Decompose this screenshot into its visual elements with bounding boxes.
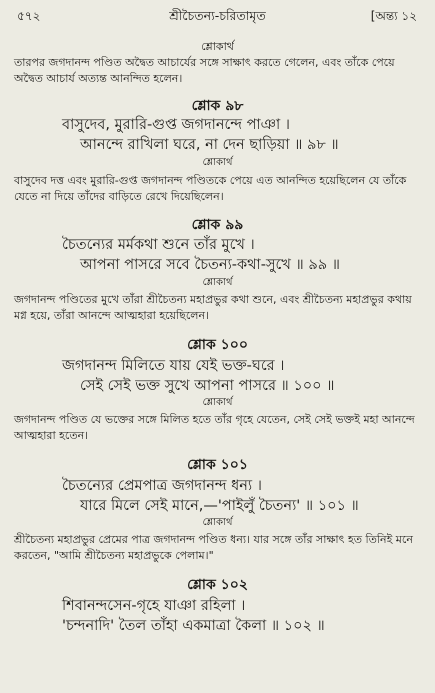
translation-paragraph: জগদানন্দ পণ্ডিতের মুখে তাঁরা শ্রীচৈতন্য মহাপ্রভুর কথা শুনে, এবং শ্রীচৈতন্য মহাপ্রভুর কথায় মগ্ন হয়ে, তাঁরা আনন্দে আত্মহারা হয়েছিলেন। (14, 293, 412, 322)
verse-line: 'চন্দনাদি' তৈল তাঁহা একমাত্রা কৈলা ॥ ১০২ ॥ (62, 618, 325, 634)
verse-line: যারে মিলে সেই মানে,—'পাইলুঁ চৈতন্য' ॥ ১০১ ॥ (80, 498, 359, 514)
translation-label: শ্লোকার্থ (202, 397, 233, 408)
translation-paragraph: তারপর জগদানন্দ পণ্ডিত অদ্বৈত আচার্যের সঙ্গে সাক্ষাৎ করতে গেলেন, এবং তাঁকে পেয়ে অদ্বৈত আচার্য অত্যন্ত আনন্দিত হলেন। (14, 56, 395, 85)
translation-label: শ্লোকার্থ (201, 40, 234, 53)
verse-heading: শ্লোক ৯৮ (191, 98, 244, 114)
verse-line: চৈতন্যের মর্মকথা শুনে তাঁর মুখে । (62, 237, 255, 253)
translation-label: শ্লোকার্থ (202, 277, 233, 288)
verse-line: আনন্দে রাখিলা ঘরে, না দেন ছাড়িয়া ॥ ৯৮ ॥ (80, 137, 339, 153)
verse-line: চৈতন্যের প্রেমপাত্র জগদানন্দ ধন্য । (62, 478, 262, 494)
verse-block (0, 235, 435, 275)
verse-heading: শ্লোক ১০১ (187, 457, 248, 473)
verse-block (0, 476, 435, 516)
verse-heading: শ্লোক ৯৯ (191, 217, 244, 233)
verse-line: আপনা পাসরে সবে চৈতন্য-কথা-সুখে ॥ ৯৯ ॥ (80, 257, 340, 273)
translation-paragraph: বাসুদেব দত্ত এবং মুরারি-গুপ্ত জগদানন্দ পণ্ডিতকে পেয়ে এত আনন্দিত হয়েছিলেন যে তাঁকে যেতে না দিয়ে তাঁদের বাড়িতে রেখে দিয়েছিলেন। (14, 174, 407, 203)
translation-block (0, 292, 435, 324)
translation-paragraph: শ্রীচৈতন্য মহাপ্রভুর প্রেমের পাত্র জগদানন্দ পণ্ডিত ধন্য। যার সঙ্গে তাঁর সাক্ষাৎ হত তিনিই মনে করতেন, "আমি শ্রীচৈতন্য মহাপ্রভুকে পেলাম।" (14, 533, 413, 562)
translation-label: শ্লোকার্থ (202, 517, 233, 528)
running-title: শ্রীচৈতন্য-চরিতামৃত (169, 8, 266, 23)
verse-block (0, 356, 435, 396)
translation-block (0, 173, 435, 205)
verse-line: জগদানন্দ মিলিতে যায় যেই ভক্ত-ঘরে । (62, 358, 285, 374)
translation-block (0, 412, 435, 444)
translation-block (0, 55, 435, 87)
verse-heading: শ্লোক ১০০ (187, 337, 248, 353)
verse-line: শিবানন্দসেন-গৃহে যাঞা রহিলা । (62, 598, 246, 614)
verse-block (0, 596, 435, 636)
translation-block (0, 532, 435, 564)
verse-heading: শ্লোক ১০২ (187, 577, 248, 593)
verse-block (0, 115, 435, 155)
page-header (0, 8, 435, 28)
verse-line: সেই সেই ভক্ত সুখে আপনা পাসরে ॥ ১০০ ॥ (80, 378, 335, 394)
verse-line: বাসুদেব, মুরারি-গুপ্ত জগদানন্দে পাঞা । (62, 117, 290, 133)
translation-label: শ্লোকার্থ (202, 157, 233, 168)
page-number: ৫৭২ (17, 9, 41, 23)
chapter-marker: [অন্ত্য ১২ (370, 9, 417, 23)
translation-paragraph: জগদানন্দ পণ্ডিত যে ভক্তের সঙ্গে মিলিত হতে তাঁর গৃহে যেতেন, সেই সেই ভক্তই মহা আনন্দে আত্মহারা হতেন। (14, 413, 415, 442)
